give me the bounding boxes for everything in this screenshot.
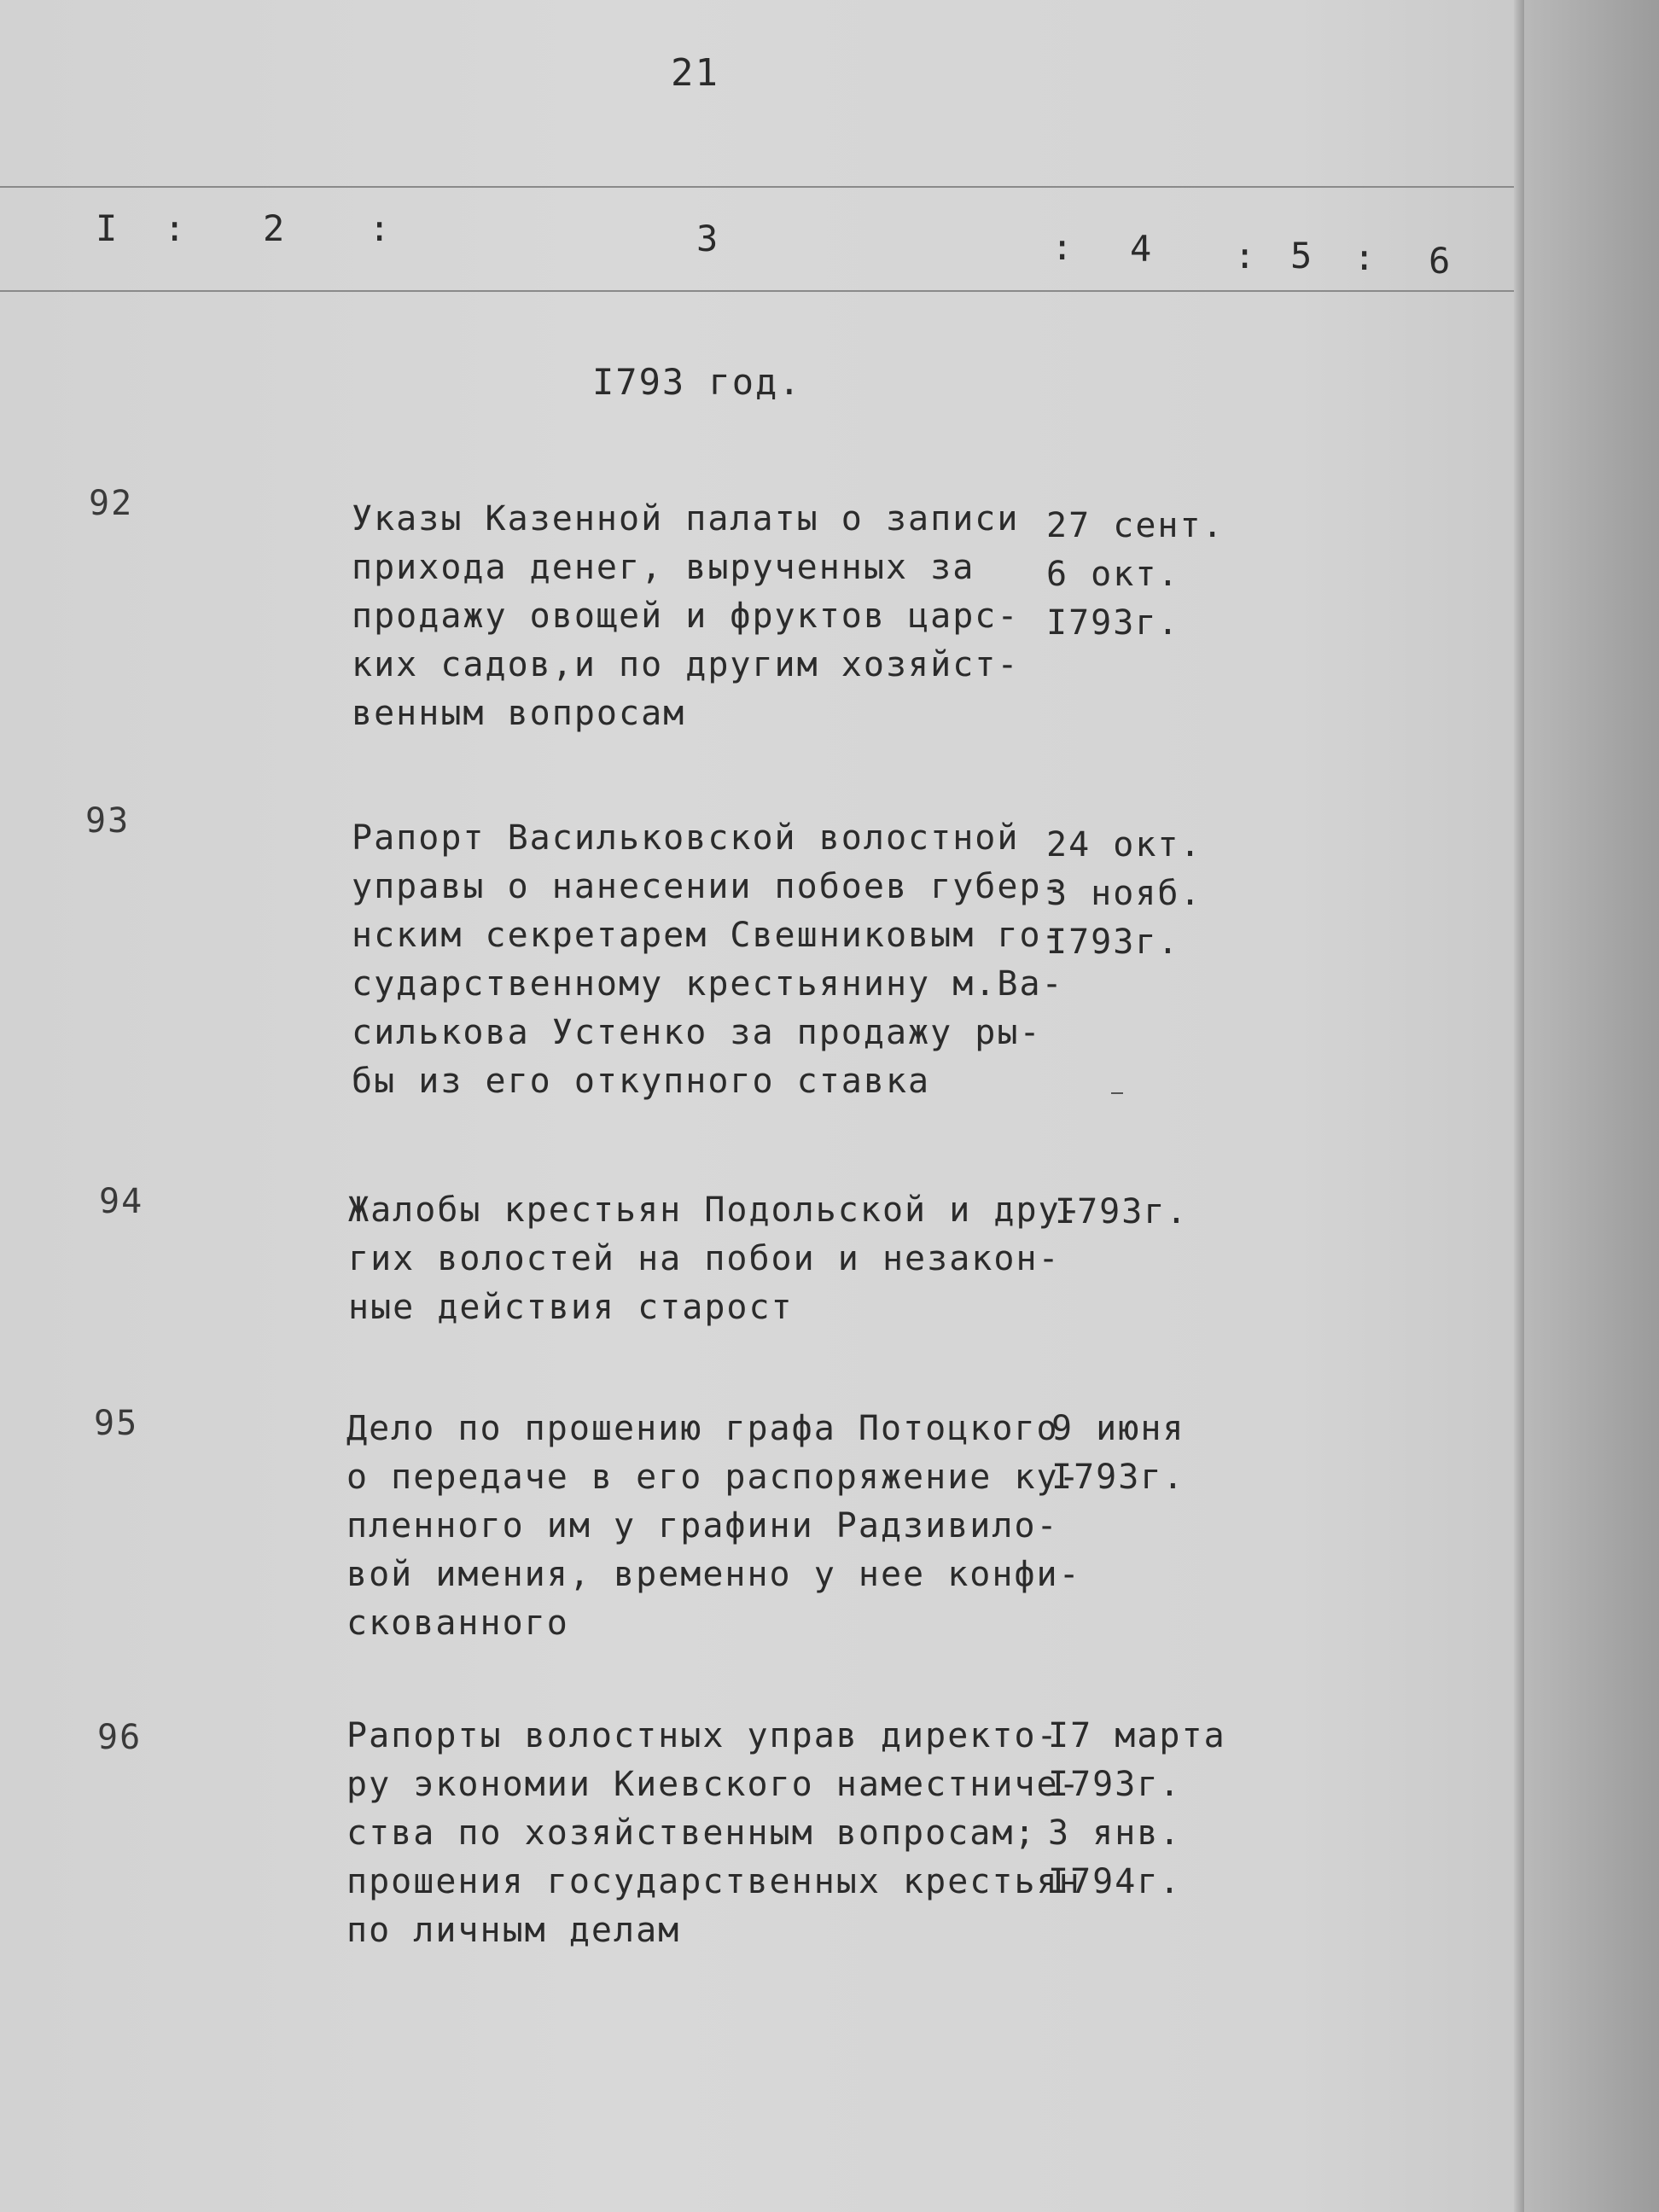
entry-number: 93: [85, 801, 131, 841]
entry-description: Указы Казенной палаты о записи прихода денег, вырученных за продажу овощей и фруктов царс- ких садов,и по другим хозяйст- венным вопросам: [352, 499, 1020, 733]
entry-description: Дело по прошению графа Потоцкого о передаче в его распоряжение ку- пленного им у графини Радзивило- вой имения, временно у нее конфи- скованного: [346, 1409, 1081, 1643]
entry-number: 95: [94, 1404, 139, 1443]
year-heading: I793 год.: [592, 361, 802, 403]
dash-mark: [1111, 1092, 1123, 1094]
column-header-5: 5: [1290, 235, 1314, 276]
entry-dates: I793г.: [1055, 1192, 1189, 1231]
page-edge: [1514, 0, 1524, 2212]
column-separator: :: [164, 207, 188, 249]
page-number: 21: [671, 51, 719, 95]
column-separator: :: [1051, 226, 1075, 268]
column-header-2: 2: [263, 207, 287, 249]
underlying-sheet: [1524, 0, 1659, 2212]
entry-number: 96: [97, 1718, 143, 1757]
column-separator: :: [369, 207, 393, 249]
entry-dates: 27 сент. 6 окт. I793г.: [1046, 506, 1225, 643]
entry-dates: 9 июня I793г.: [1051, 1409, 1185, 1497]
entry-dates: I7 марта I793г. 3 янв. I794г.: [1048, 1716, 1226, 1901]
entry-number: 94: [99, 1182, 144, 1221]
entry-number: 92: [89, 484, 134, 523]
column-header-6: 6: [1429, 240, 1452, 282]
entry-description: Рапорты волостных управ директо- ру экономии Киевского наместниче- ства по хозяйственным вопросам; прошения государственных крестьян по личным делам: [346, 1716, 1081, 1950]
column-separator: :: [1353, 236, 1377, 278]
header-top-rule: [0, 186, 1519, 188]
entry-description: Жалобы крестьян Подольской и дру- гих волостей на побои и незакон- ные действия старост: [348, 1190, 1083, 1327]
entry-description: Рапорт Васильковской волостной управы о нанесении побоев губер- нским секретарем Свешниковым го- сударственному крестьянину м.Ва- силькова Устенко за продажу ры- бы из его откупного ставка: [352, 818, 1064, 1101]
column-separator: :: [1234, 235, 1258, 276]
column-header-1: I: [96, 207, 119, 249]
column-header-3: 3: [696, 218, 720, 259]
header-bottom-rule: [0, 290, 1519, 292]
column-header-4: 4: [1130, 228, 1154, 270]
entry-dates: 24 окт. 3 нояб. I793г.: [1046, 825, 1202, 962]
